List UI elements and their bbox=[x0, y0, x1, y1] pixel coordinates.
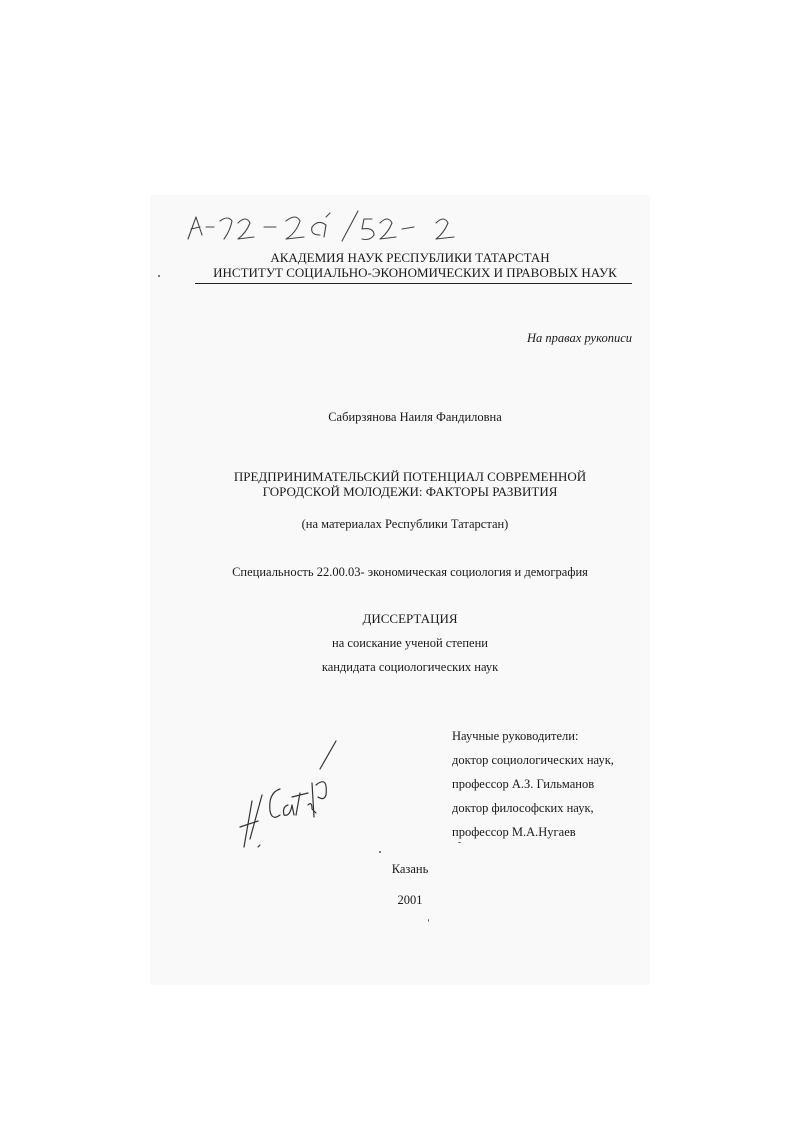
scan-speck bbox=[379, 851, 381, 853]
scan-speck bbox=[458, 842, 461, 843]
handwritten-archive-number bbox=[180, 205, 480, 247]
institute-name: ИНСТИТУТ СОЦИАЛЬНО-ЭКОНОМИЧЕСКИХ И ПРАВОВЫХ НАУК bbox=[213, 265, 617, 280]
dissertation-label: ДИССЕРТАЦИЯ bbox=[362, 611, 458, 626]
specialty: Специальность 22.00.03- экономическая социология и демография bbox=[232, 565, 588, 579]
supervisor-line: профессор А.З. Гильманов bbox=[452, 777, 595, 791]
author-name: Сабирзянова Наиля Фандиловна bbox=[328, 410, 502, 424]
title-subtitle: (на материалах Республики Татарстан) bbox=[301, 517, 509, 531]
year: 2001 bbox=[397, 893, 423, 907]
supervisor-line: доктор социологических наук, bbox=[452, 753, 614, 767]
supervisor-line: доктор философских наук, bbox=[452, 801, 594, 815]
city: Казань bbox=[391, 862, 429, 876]
scan-speck bbox=[428, 919, 429, 922]
supervisor-line: Научные руководители: bbox=[452, 729, 579, 743]
rights-note: На правах рукописи bbox=[527, 331, 632, 345]
scan-speck bbox=[158, 275, 160, 277]
supervisor-line: профессор М.А.Нугаев bbox=[452, 825, 576, 839]
academy-name: АКАДЕМИЯ НАУК РЕСПУБЛИКИ ТАТАРСТАН bbox=[270, 250, 550, 265]
degree-line-3: кандидата социологических наук bbox=[321, 660, 499, 674]
degree-line-2: на соискание ученой степени bbox=[332, 636, 488, 650]
title-line-2: ГОРОДСКОЙ МОЛОДЕЖИ: ФАКТОРЫ РАЗВИТИЯ bbox=[262, 484, 558, 499]
header-rule bbox=[195, 283, 632, 284]
handwritten-signature bbox=[228, 735, 343, 855]
title-line-1: ПРЕДПРИНИМАТЕЛЬСКИЙ ПОТЕНЦИАЛ СОВРЕМЕННОЙ bbox=[233, 469, 587, 484]
